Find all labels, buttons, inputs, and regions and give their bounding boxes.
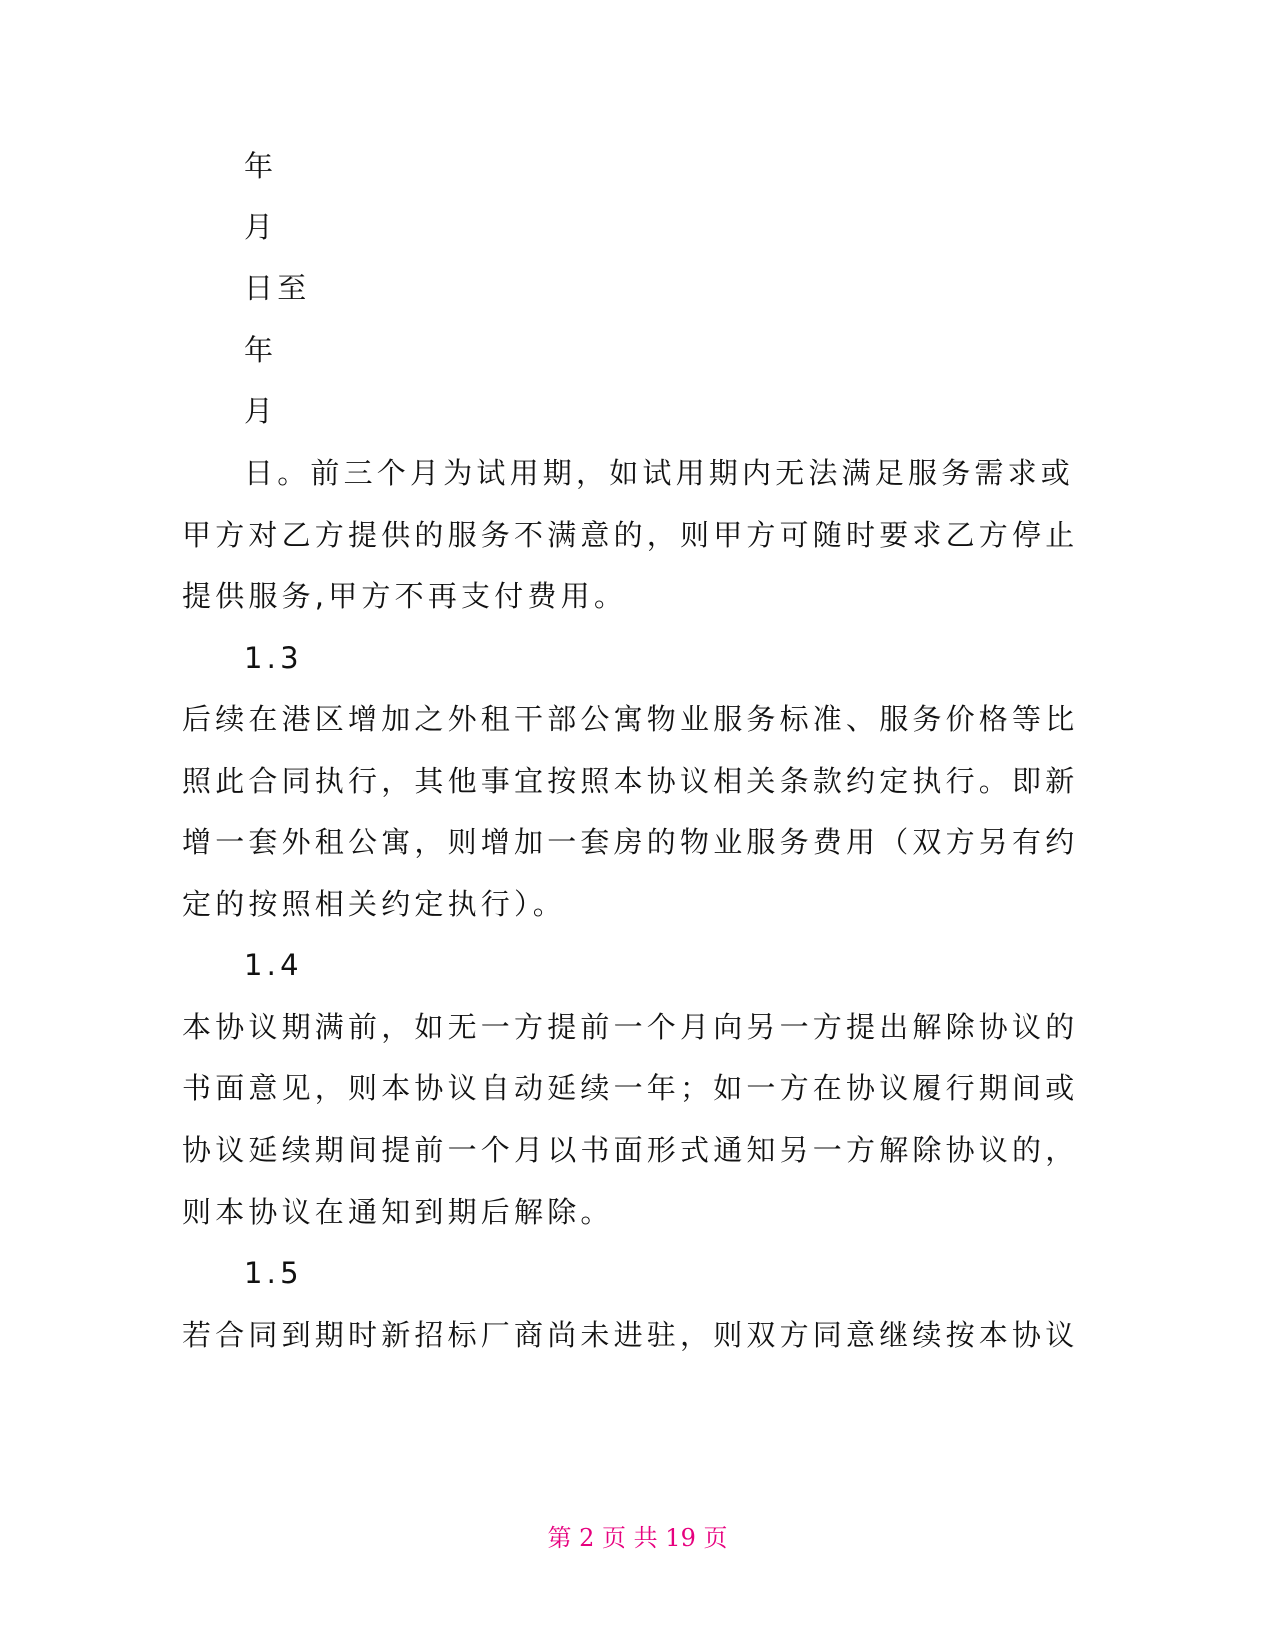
text-line: 甲方对乙方提供的服务不满意的，则甲方可随时要求乙方停止 <box>182 518 1079 552</box>
text-line: 协议延续期间提前一个月以书面形式通知另一方解除协议的， <box>182 1133 1079 1167</box>
text-line: 定的按照相关约定执行）。 <box>182 887 566 921</box>
text-line: 若合同到期时新招标厂商尚未进驻，则双方同意继续按本协议 <box>182 1318 1079 1352</box>
text-line: 本协议期满前，如无一方提前一个月向另一方提出解除协议的 <box>182 1010 1079 1044</box>
section-number: 1.3 <box>244 641 303 675</box>
text-line: 日。前三个月为试用期，如试用期内无法满足服务需求或 <box>244 456 1075 490</box>
text-line: 则本协议在通知到期后解除。 <box>182 1195 614 1229</box>
text-line: 后续在港区增加之外租干部公寓物业服务标准、服务价格等比 <box>182 702 1079 736</box>
text-line: 年 <box>244 333 278 367</box>
text-line: 增一套外租公寓，则增加一套房的物业服务费用（双方另有约 <box>182 825 1079 859</box>
text-line: 书面意见，则本协议自动延续一年；如一方在协议履行期间或 <box>182 1071 1079 1105</box>
text-line: 月 <box>244 394 278 428</box>
text-line: 日至 <box>244 271 311 305</box>
section-number: 1.5 <box>244 1256 303 1290</box>
section-number: 1.4 <box>244 948 303 982</box>
page-number-footer: 第 2 页 共 19 页 <box>547 1524 728 1552</box>
text-line: 年 <box>244 149 278 183</box>
text-line: 照此合同执行，其他事宜按照本协议相关条款约定执行。即新 <box>182 764 1079 798</box>
text-line: 月 <box>244 210 278 244</box>
text-line: 提供服务,甲方不再支付费用。 <box>182 579 628 613</box>
